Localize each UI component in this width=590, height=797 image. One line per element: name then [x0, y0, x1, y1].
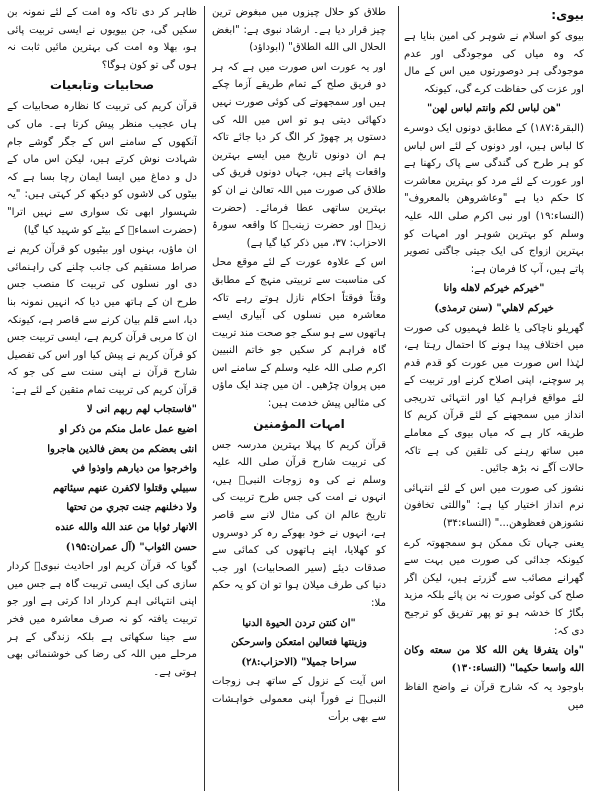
quran-quote-line: اضيع عمل عامل منكم من ذكر او — [59, 424, 197, 436]
hadith-quote: "خيركم خيركم لاهله وانا — [443, 283, 545, 295]
quran-quote-line: "فاستجاب لهم ربهم انى لا — [86, 404, 197, 416]
section-heading-companions: صحابیات وتابعیات — [49, 78, 155, 93]
paragraph: بیوی کو اسلام نے شوہر کی امین بنایا ہے کہ وہ میاں کی موجودگی اور عدم موجودگی ہر دوصورتوں میں اس کے مال اور عزت کی حفاظت کرے گی، کیونکہ — [404, 31, 584, 95]
paragraph: گھریلو ناچاکی یا غلط فہمیوں کی صورت میں اختلاف پیدا ہونے کا احتمال رہتا ہے، لہٰذا اس صورت میں عورت کو قدم قدم پر سوچنے، اپنی اصلاح کرنے اور تربیت کے لئے مواقع فراہم کیا اور انتہائی تدریجی انداز میں سمجھنے کے لئے قرآن کریم کا طریقہ کار ہے کہ میاں بیوی کے معاملے میں ساتھ رہنے کی تلقین کی ہے تاکہ حالات آگے نہ بڑھ جائیں۔ — [404, 322, 584, 475]
column-divider-left — [204, 6, 205, 791]
paragraph: (البقرۃ:۱۸۷) کے مطابق دونوں ایک دوسرے کا لباس ہیں، اور دونوں کے لئے اس لباس کو ہر طرح کی گندگی سے پاک رکھنا ہے اور عورت کے لئے مرد کو بہترین معاشرت کا حکم دیا ہے "وعاشروهن بالمعروف" (النساء:۱۹) اور نبی اکرم صلی اللہ علیہ وسلم کو بہترین شوہر اور امہات کو بہترین ازواج کی ایک جیتی جاگتی تصویر پاتے ہیں، آپ کا فرمان ہے: — [404, 122, 584, 275]
section-heading-mothers-of-believers: امہات المؤمنین — [253, 416, 345, 431]
quran-quote-line: انثى بعضكم من بعض فالذين هاجروا — [47, 443, 197, 455]
paragraph: ان ماؤں، بہنوں اور بیٹیوں کو قرآن کریم نے صراط مستقیم کی جانب چلنے کی راہنمائی دی اور نسلوں کی تربیت کا منصب جس طرح ان کے ہاتھ میں دیا کہ انہیں نمونہ بنا دیا، اسے قلم بیان کرنے سے قاصر ہے، کیونکہ ان کا مربی قرآن کریم ہے، ایسی تربیت جس کو قرآن کریم نے پیش کیا اور اس کی تفصیل شارح قرآن نے اپنی سنت سے کی جو کہ قرآن کریم کی تربیت تمام متقین کے لئے ہے: — [7, 244, 197, 396]
quran-quote-line: الانهار ثوابا من عند الله والله عنده — [55, 522, 197, 534]
paragraph: اس آیت کے نزول کے ساتھ ہی زوجات النبیؐ نے فوراً اپنی معمولی خواہشات سے بھی برأت — [212, 676, 386, 723]
section-heading-wife: بیوی: — [551, 8, 584, 22]
paragraph: طلاق کو حلال چیزوں میں مبغوض ترین چیز قرار دیا ہے۔ ارشاد نبوی ہے: "ابغض الحلال الى الله الطلاق" (ابوداؤد) — [212, 7, 386, 54]
quran-quote-line: وزينتها فتعالين امتعكن واسرحكن — [231, 637, 367, 649]
paragraph: قرآن کریم کا پہلا بہترین مدرسہ جس کی تربیت شارح قرآن صلی اللہ علیہ وسلم نے کی وہ زوجات النبیؐ ہیں، انہوں نے امت کی جس طرح تربیت کی تاریخ عالم ان کی مثال لانے سے قاصر ہے، انہوں نے خود بھوکے رہ کر دوسروں کو کھلایا، اپنے ہاتھوں کی کمائی سے صدقات دیئے (سیر الصحابیات) اور جب دنیا کی طرف میلان ہوا تو ان کو یہ حکم ملا: — [212, 439, 386, 609]
paragraph: اور یہ عورت اس صورت میں ہے کہ ہر دو فریق صلح کے تمام طریقے آزما چکے ہیں اور سمجھوتے کی کوئی صورت نہیں دکھائی دیتی ہو تو اس میں اللہ کی دستوں پر چھوڑ کر الگ کر دیا جائے تاکہ ہم ان دونوں تاریخ میں ایسے بہترین واقعات پاتے ہیں، جہاں دونوں فریق کی طلاق کی صورت میں اللہ تعالیٰ نے ان کو بہترین ساتھی عطا فرمائے۔ (حضرت زیدؓ اور حضرت زینبؓ کا واقعہ سورۃ الاحزاب: ۳۷، میں ذکر کیا گیا ہے) — [212, 61, 386, 249]
quran-quote-line: سراحا جميلا" (الاحزاب:۲۸) — [241, 656, 357, 668]
quran-quote: "وان يتفرقا يغن الله كلا من سعته وكان الله واسعا حكيما" (النساء:۱۳۰) — [404, 645, 584, 674]
paragraph: یعنی جہاں تک ممکن ہو سمجھوتہ کرے کیونکہ جدائی کی صورت میں بہت سے گھرانے مصائب سے گزرتے ہیں، لیکن اگر صلح کی کوئی صورت نہ بن پائے بلکہ مزید بگاڑ کا خدشہ ہو تو پھر تفریق کو ترجیح دی کہ: — [404, 537, 584, 637]
middle-column — [212, 4, 386, 794]
quran-quote-line: ولا دخلنهم جنت تجري من تحتها — [66, 502, 197, 514]
paragraph: گویا کہ قرآن کریم اور احادیث نبویؐ کردار سازی کی ایک ایسی تربیت گاہ ہے جس میں اپنی انتہائی اہم کردار ادا کرتی ہے اور جو تربیت یافتہ کو نہ صرف معاشرہ میں فخر سے جینا سکھاتی ہے بلکہ زندگی کے ہر مرحلے میں اللہ کی رضا کی خوشنمائی بھی ہوتی ہے۔ — [7, 561, 197, 678]
quran-quote-line: حسن الثواب" (آل عمران:۱۹۵) — [65, 541, 197, 553]
hadith-quote-continued: خيركم لاهلي" (سنن ترمذی) — [434, 302, 554, 314]
quran-quote-line: "ان كنتن تردن الحيوة الدنيا — [242, 617, 356, 629]
quran-quote-line: واخرجوا من ديارهم واوذوا في — [72, 463, 197, 475]
paragraph: اس کے علاوہ عورت کے لئے موقع محل کی مناسبت سے تربیتی منہج کے مطابق وقتاً فوقتاً احکام نازل ہوتے رہے تاکہ معاشرہ میں نسلوں کی آبیاری ایسے ہاتھوں سے ہو سکے جو صحت مند تربیت گاہ فراہم کر سکیں جو خاتم النبیین اکرم صلی اللہ علیہ وسلم کے سامنے اس میں پروان چڑھیں۔ ان میں چند ایک ماؤں کی مثالیں پیش خدمت ہیں: — [212, 257, 386, 410]
paragraph: نشوز کی صورت میں اس کے لئے انتہائی نرم انداز اختیار کیا ہے: "واللتى تخافون نشوزهن فعظوهن..." (النساء:۳۴) — [404, 482, 584, 530]
paragraph: ظاہر کر دی تاکہ وہ امت کے لئے نمونہ بن سکیں گی، جن بیویوں نے ایسی تربیت پائی ہو، بھلا وہ امت کی بہترین مائیں ثابت نہ ہوں گی تو کون ہوگا؟ — [7, 7, 197, 71]
quran-quote: "هن لباس لكم وانتم لباس لهن" — [427, 103, 561, 115]
paragraph: باوجود یہ کہ شارح قرآن نے واضح الفاظ میں — [404, 682, 584, 711]
column-divider-right — [398, 6, 399, 791]
quran-quote-line: سبيلي وقتلوا لاكفرن عنهم سيئاتهم — [52, 482, 197, 494]
right-column — [404, 4, 584, 794]
paragraph: قرآن کریم کی تربیت کا نظارہ صحابیات کے ہاں عجیب منظر پیش کرتا ہے۔ ماں کی آنکھوں کے سامنے اس کے جگر گوشے جام شہادت نوش کرتے ہیں، لیکن اس ماں کے دل و دماغ میں ایسا ایمان رچا بسا ہے کہ بیٹوں کی لاشوں کو دیکھ کر کہتی ہیں: "یہ شہسوار ابھی تک سواری سے نہیں اترا" (حضرت اسماءؓ کے بیٹے کو شہید کیا گیا) — [7, 101, 197, 236]
left-column — [7, 4, 197, 794]
